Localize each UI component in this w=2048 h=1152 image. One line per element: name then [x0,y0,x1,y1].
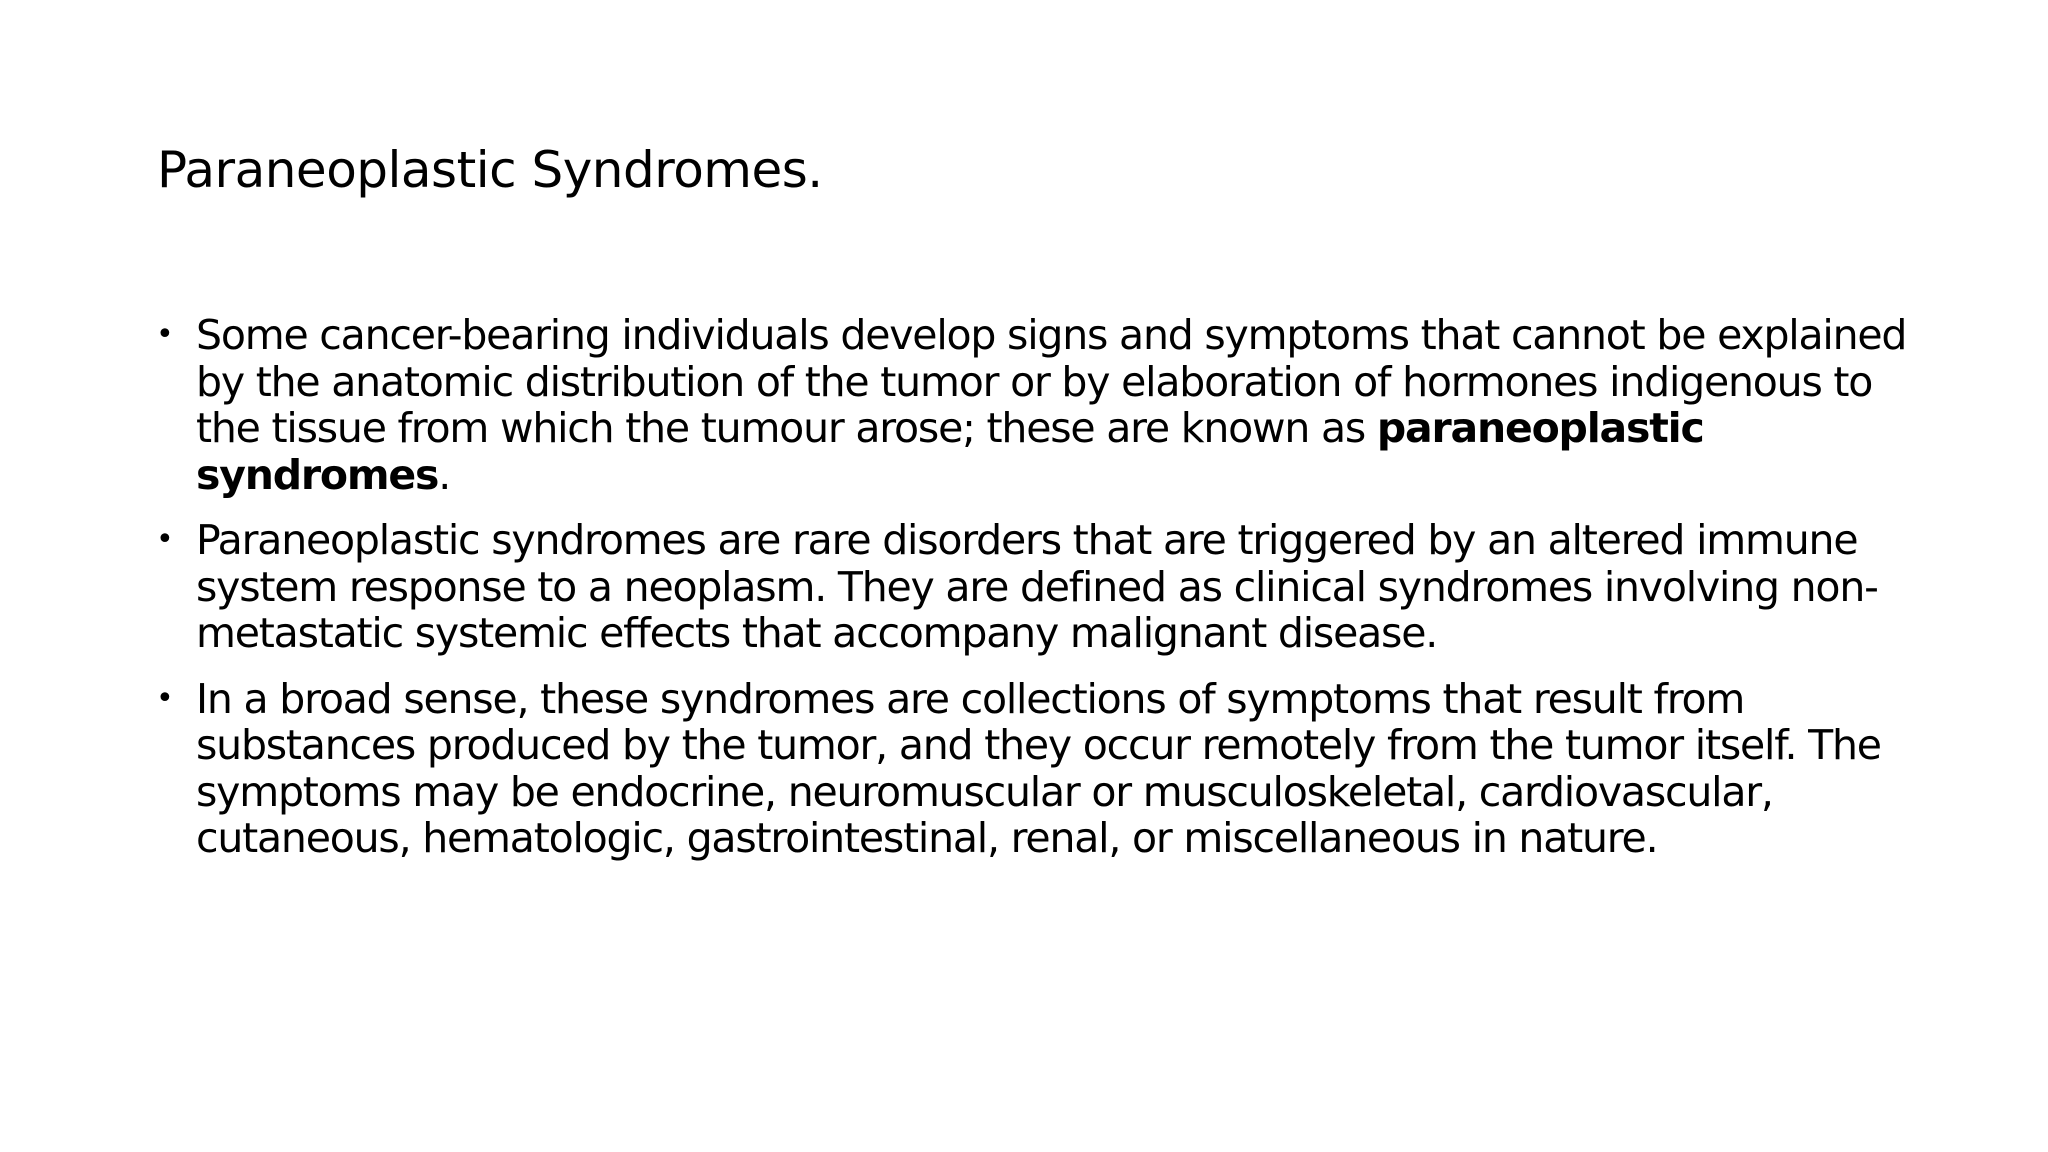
bullet-1-text: Some cancer-bearing individuals develop signs and symptoms that cannot be explained by the anatomic distribution of the tumor or by elaboration of hormones indigenous to the tissue from which the tumour arose; these are known as [196,311,1907,452]
bullet-item-1 [150,312,1910,498]
bullet-item-2 [150,517,1910,657]
slide-title: Paraneoplastic Syndromes. [157,141,823,199]
bullet-1-bold-term: paraneoplastic syndromes [196,404,1704,499]
bullet-3-text: In a broad sense, these syndromes are collections of symptoms that result from substances produced by the tumor, and they occur remotely from the tumor itself. The symptoms may be endocrine, neuromuscular or musculoskeletal, cardiovascular, cutaneous, hematologic, gastrointestinal, renal, or miscellaneous in nature. [196,674,1881,862]
bullet-icon: • [156,680,173,716]
bullet-2-text: Paraneoplastic syndromes are rare disorders that are triggered by an altered immune system response to a neoplasm. They are defined as clinical syndromes involving non-metastatic systemic effects that accompany malignant disease. [196,516,1878,657]
bullet-item-3 [150,676,1910,862]
bullet-icon: • [156,522,173,557]
bullet-icon: • [156,317,173,352]
bullet-1-text-end: . [438,450,451,499]
bullet-list [150,312,1910,881]
